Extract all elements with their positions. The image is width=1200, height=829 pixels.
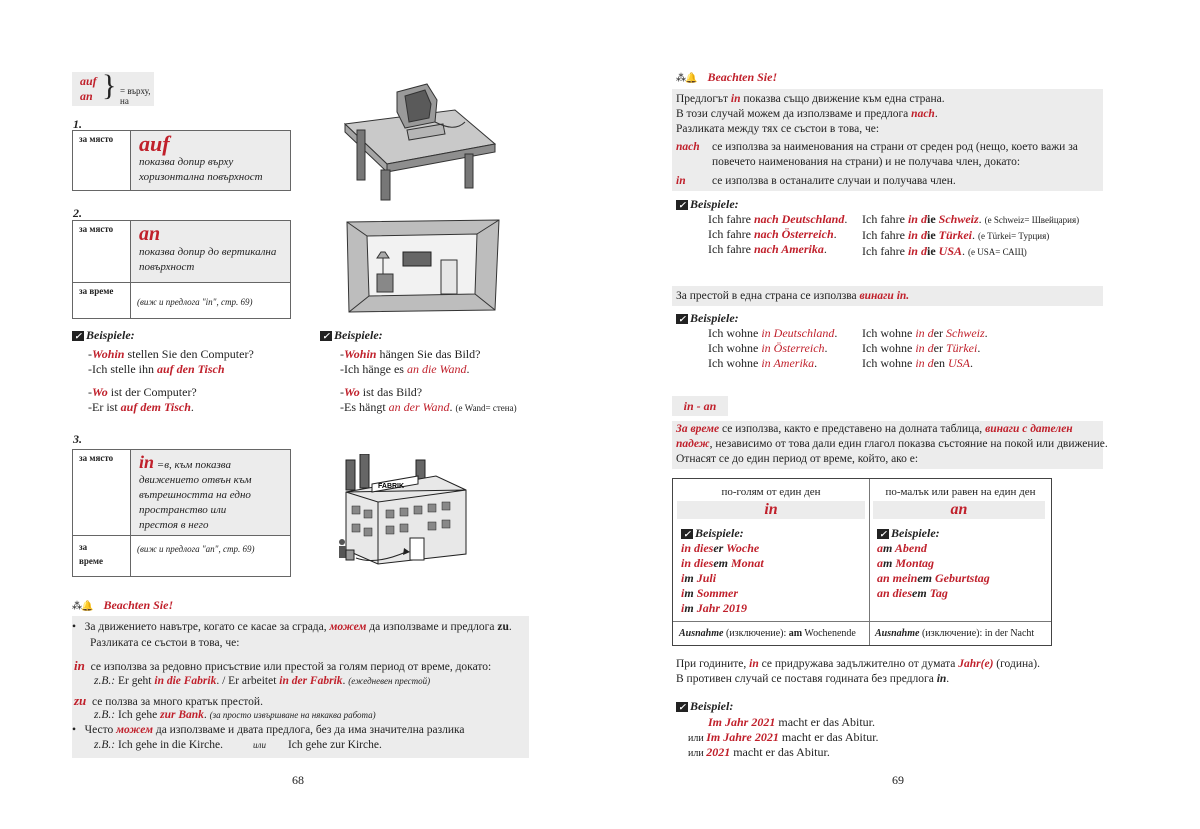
in-time-5: im Jahr 2019 (681, 601, 748, 615)
check-icon: ✓ (681, 529, 693, 539)
wohne-examples-right (862, 326, 988, 371)
time-table (672, 478, 1052, 646)
desk-computer-illustration (335, 72, 505, 202)
word-an: an (139, 223, 161, 245)
examples-title-4: ✓ Beispiele: (676, 311, 739, 326)
in-die-example-2: Ich fahre in die Türkei. (e Türkei= Турция) (862, 228, 1050, 242)
exception-left: Ausnahme (изключение): am Wochenende (679, 628, 856, 639)
label-place: за място (73, 131, 131, 191)
examples-title-1: ✓ Beispiele: (72, 328, 135, 343)
table-examples-right: ✓ Beispiele: (877, 526, 940, 541)
bell-icon: ⁂🔔 (676, 73, 697, 84)
rule-line-1: Предлогът in показва също движение към една страна. (676, 93, 945, 105)
table-examples-left: ✓ Beispiele: (681, 526, 744, 541)
label-place: за място (73, 221, 131, 283)
beachten-heading-right: ⁂🔔 Beachten Sie! (676, 70, 778, 84)
check-icon: ✓ (877, 529, 889, 539)
in-explanation-right: in се използва в останалите случаи и получава член. (676, 175, 956, 187)
factory-illustration (326, 454, 476, 569)
in-die-example-1: Ich fahre in die Schweiz. (e Schweiz= Швейцария) (862, 212, 1080, 226)
in-die-examples (862, 212, 1079, 260)
in-time-note: (виж и предлога "an", стр. 69) (131, 536, 291, 577)
in-die-example-3: Ich fahre in die USA. (e USA= САЩ) (862, 244, 1027, 258)
in-an-heading: in - an (672, 396, 728, 416)
an-time-3: an meinem Geburtstag (877, 571, 990, 585)
time-rule-2: падеж, независимо от това дали един глагол показва състояние на покой или движение. (676, 438, 1108, 450)
check-icon: ✓ (320, 331, 332, 341)
check-icon: ✓ (676, 200, 688, 210)
in-time-examples (681, 541, 764, 616)
zu-example: z.B.: Ich gehe zur Bank. (за просто извършване на някаква работа) (94, 709, 376, 721)
an-time-1: am Abend (877, 541, 927, 555)
bullet-line-2: Разликата се състои в това, че: (90, 637, 240, 649)
auf-an-header (72, 69, 154, 106)
in-example: z.B.: Er geht in die Fabrik. / Er arbeitet in der Fabrik. (ежедневен престой) (94, 675, 431, 687)
example-1-line-4: -Er ist auf dem Tisch. (88, 400, 194, 414)
nach-example-2: Ich fahre nach Österreich. (708, 227, 837, 241)
factory-sign: FABRIK (378, 483, 405, 490)
in-time-2: in diesem Monat (681, 556, 764, 570)
section-1-number: 1. (73, 117, 82, 131)
rule-line-2: В този случай можем да използваме и предлога nach. (676, 108, 938, 120)
example-1-line-2: -Ich stelle ihn auf den Tisch (88, 362, 225, 376)
wohne-example-5: Ich wohne in der Türkei. (862, 341, 981, 355)
in-time-4: im Sommer (681, 586, 739, 600)
header-auf: auf (80, 74, 97, 88)
stay-rule: За престой в една страна се използва винаги in. (672, 286, 1103, 306)
in-desc-2: движението отвън към вътрешността на едно пространство или престоя в него (139, 474, 252, 531)
example-2-line-1: -Wohin hängen Sie das Bild? (340, 347, 481, 361)
word-in-big: in (677, 501, 865, 519)
page-number-left: 68 (292, 773, 304, 787)
time-rule-1: За време се използва, както е представено на долната таблица, винаги с дателен (676, 423, 1073, 435)
nach-examples (708, 212, 847, 257)
word-auf: auf (139, 131, 170, 156)
check-icon: ✓ (676, 702, 688, 712)
year-example-3: или 2021 macht er das Abitur. (688, 745, 830, 759)
auf-desc: показва допир върху хоризонтална повърхност (139, 156, 263, 183)
section-2-number: 2. (73, 206, 82, 220)
in-time-1: in dieser Woche (681, 541, 760, 555)
wohne-example-2: Ich wohne in Österreich. (708, 341, 828, 355)
nach-example-3: Ich fahre nach Amerika. (708, 242, 827, 256)
check-icon: ✓ (676, 314, 688, 324)
bell-icon: ⁂🔔 (72, 601, 93, 612)
example-1-line-1: -Wohin stellen Sie den Computer? (88, 347, 254, 361)
label-time-1: за (79, 542, 88, 552)
zu-explanation: zu се ползва за много кратък престой. (74, 693, 263, 708)
example-2-line-4: -Es hängt an der Wand. (е Wand= стена) (340, 400, 517, 414)
beachten-box-left (72, 616, 529, 758)
wohne-examples-left (708, 326, 837, 371)
room-picture-illustration (343, 218, 503, 313)
in-time-3: im Juli (681, 571, 717, 585)
label-time: за време (73, 283, 131, 319)
section-1-table (72, 130, 291, 191)
section-3-table (72, 449, 291, 577)
bullet-line-3: • Често можем да използваме и двата предлога, без да има значителна разлика (72, 724, 465, 736)
year-example-1: Im Jahr 2021 macht er das Abitur. (708, 715, 876, 729)
nach-explanation-2: повечето наименования на страни) и не получава член, докато: (712, 156, 1021, 168)
section-2-table (72, 220, 291, 319)
check-icon: ✓ (72, 331, 84, 341)
bullet-line-1: • За движението навътре, когато се касае за сграда, можем да използваме и предлога zu. (72, 621, 512, 633)
an-time-2: am Montag (877, 556, 935, 570)
page-number-right: 69 (892, 773, 904, 787)
year-rule-1: При годините, in се придружава задължително от думата Jahr(e) (година). (676, 658, 1040, 670)
brace-icon: } (102, 69, 117, 102)
time-rule-3: Отнасят се до един период от време, който, ако е: (676, 453, 919, 465)
nach-explanation: nach се използва за наименования на страни от среден род (нещо, което важи за (676, 141, 1078, 153)
examples-title-2: ✓ Beispiele: (320, 328, 383, 343)
an-time-note: (виж и предлога "in", стр. 69) (131, 283, 291, 319)
year-example-2: или Im Jahre 2021 macht er das Abitur. (688, 730, 879, 744)
an-time-examples (877, 541, 990, 601)
wohne-example-4: Ich wohne in der Schweiz. (862, 326, 988, 340)
an-desc: показва допир до вертикална повърхност (139, 246, 277, 273)
in-desc-1: =в, към показва (154, 459, 231, 471)
header-right: по-малък или равен на един ден (885, 486, 1036, 498)
examples-title-3: ✓ Beispiele: (676, 197, 739, 212)
nach-example-1: Ich fahre nach Deutschland. (708, 212, 848, 226)
beachten-heading-left: ⁂🔔 Beachten Sie! (72, 598, 174, 612)
rule-line-3: Разликата между тях се състои в това, че: (676, 123, 880, 135)
exception-right: Ausnahme (изключение): in der Nacht (875, 628, 1035, 639)
header-left: по-голям от един ден (721, 486, 821, 498)
time-rule-box (672, 421, 1108, 469)
wohne-example-6: Ich wohne in den USA. (862, 356, 973, 370)
word-in: in (139, 452, 155, 472)
beachten-box-right (672, 89, 1103, 191)
word-an-big: an (873, 501, 1045, 519)
an-time-4: an diesem Tag (877, 586, 948, 600)
wohne-example-1: Ich wohne in Deutschland. (708, 326, 838, 340)
example-2-line-3: -Wo ist das Bild? (340, 385, 423, 399)
example-title-year: ✓ Beispiel: (676, 699, 733, 714)
both-example: z.B.: Ich gehe in die Kirche. или Ich gehe zur Kirche. (94, 739, 382, 751)
label-time-2: време (79, 556, 103, 566)
example-2-line-2: -Ich hänge es an die Wand. (340, 362, 470, 376)
year-rule-2: В противен случай се поставя годината без предлога in. (676, 673, 950, 685)
example-1-line-3: -Wo ist der Computer? (88, 385, 197, 399)
header-meaning: = върху, на (120, 86, 151, 106)
in-explanation: in се използва за редовно присъствие или престой за голям период от време, докато: (74, 658, 492, 673)
label-place: за място (73, 450, 131, 536)
header-an: an (80, 89, 93, 103)
section-3-number: 3. (73, 432, 82, 446)
wohne-example-3: Ich wohne in Amerika. (708, 356, 818, 370)
